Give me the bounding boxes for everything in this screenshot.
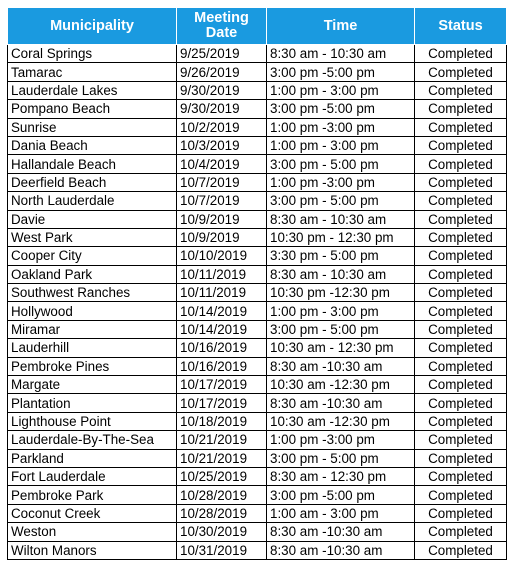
table-row: [8, 376, 507, 394]
time-cell: 8:30 am -10:30 am: [267, 357, 415, 375]
table-row: [8, 394, 507, 412]
municipality-cell: Sunrise: [8, 118, 177, 136]
table-row: [8, 173, 507, 191]
time-cell: 8:30 am - 12:30 pm: [267, 467, 415, 485]
status-cell: Completed: [415, 302, 507, 320]
time-cell: 1:00 am - 3:00 pm: [267, 504, 415, 522]
time-cell: 10:30 pm - 12:30 pm: [267, 228, 415, 246]
table-row: [8, 449, 507, 467]
meeting-date-cell: 9/30/2019: [177, 81, 267, 99]
meeting-date-cell: 10/25/2019: [177, 467, 267, 485]
status-cell: Completed: [415, 173, 507, 191]
table-row: [8, 155, 507, 173]
meeting-date-cell: 10/18/2019: [177, 412, 267, 430]
status-cell: Completed: [415, 118, 507, 136]
time-cell: 3:00 pm - 5:00 pm: [267, 192, 415, 210]
time-cell: 3:00 pm -5:00 pm: [267, 63, 415, 81]
header-municipality: Municipality: [8, 8, 177, 45]
meeting-date-cell: 10/28/2019: [177, 504, 267, 522]
municipality-cell: Pembroke Pines: [8, 357, 177, 375]
table-row: [8, 136, 507, 154]
municipality-cell: Plantation: [8, 394, 177, 412]
municipality-cell: Davie: [8, 210, 177, 228]
meeting-date-cell: 10/21/2019: [177, 449, 267, 467]
municipality-cell: Pompano Beach: [8, 100, 177, 118]
meeting-date-cell: 10/16/2019: [177, 357, 267, 375]
time-cell: 10:30 am - 12:30 pm: [267, 339, 415, 357]
time-cell: 8:30 am -10:30 am: [267, 541, 415, 559]
time-cell: 10:30 am -12:30 pm: [267, 412, 415, 430]
meeting-date-cell: 9/30/2019: [177, 100, 267, 118]
status-cell: Completed: [415, 431, 507, 449]
time-cell: 1:00 pm - 3:00 pm: [267, 81, 415, 99]
meeting-date-cell: 10/31/2019: [177, 541, 267, 559]
status-cell: Completed: [415, 228, 507, 246]
time-cell: 3:00 pm - 5:00 pm: [267, 155, 415, 173]
meeting-date-cell: 10/11/2019: [177, 265, 267, 283]
status-cell: Completed: [415, 100, 507, 118]
table-row: [8, 541, 507, 559]
municipality-cell: Dania Beach: [8, 136, 177, 154]
time-cell: 1:00 pm - 3:00 pm: [267, 136, 415, 154]
status-cell: Completed: [415, 45, 507, 63]
status-cell: Completed: [415, 210, 507, 228]
time-cell: 1:00 pm - 3:00 pm: [267, 302, 415, 320]
table-row: [8, 45, 507, 63]
table-row: [8, 284, 507, 302]
header-meeting-date-line1: Meeting: [194, 10, 249, 26]
header-status: Status: [415, 8, 507, 45]
municipality-cell: Parkland: [8, 449, 177, 467]
municipality-cell: Lauderdale Lakes: [8, 81, 177, 99]
status-cell: Completed: [415, 320, 507, 338]
meeting-date-cell: 10/17/2019: [177, 376, 267, 394]
table-row: [8, 210, 507, 228]
status-cell: Completed: [415, 265, 507, 283]
table-row: [8, 523, 507, 541]
meeting-date-cell: 10/9/2019: [177, 210, 267, 228]
table-row: [8, 118, 507, 136]
time-cell: 10:30 pm -12:30 pm: [267, 284, 415, 302]
municipality-cell: Coral Springs: [8, 45, 177, 63]
table-body: [8, 45, 507, 560]
time-cell: 3:00 pm -5:00 pm: [267, 486, 415, 504]
municipality-cell: Hallandale Beach: [8, 155, 177, 173]
time-cell: 8:30 am - 10:30 am: [267, 210, 415, 228]
municipality-cell: Fort Lauderdale: [8, 467, 177, 485]
meeting-date-cell: 10/14/2019: [177, 320, 267, 338]
time-cell: 8:30 am - 10:30 am: [267, 45, 415, 63]
status-cell: Completed: [415, 412, 507, 430]
header-meeting-date: [177, 8, 267, 45]
meeting-date-cell: 10/7/2019: [177, 173, 267, 191]
meeting-date-cell: 10/11/2019: [177, 284, 267, 302]
municipality-cell: Southwest Ranches: [8, 284, 177, 302]
meeting-date-cell: 10/9/2019: [177, 228, 267, 246]
meeting-date-cell: 10/17/2019: [177, 394, 267, 412]
meeting-date-cell: 10/16/2019: [177, 339, 267, 357]
status-cell: Completed: [415, 284, 507, 302]
table-row: [8, 247, 507, 265]
meeting-date-cell: 10/28/2019: [177, 486, 267, 504]
table-row: [8, 486, 507, 504]
meeting-date-cell: 10/30/2019: [177, 523, 267, 541]
time-cell: 8:30 am -10:30 am: [267, 523, 415, 541]
municipality-cell: Pembroke Park: [8, 486, 177, 504]
header-meeting-date-line2: Date: [205, 25, 238, 41]
status-cell: Completed: [415, 504, 507, 522]
table-row: [8, 357, 507, 375]
status-cell: Completed: [415, 155, 507, 173]
municipality-cell: Coconut Creek: [8, 504, 177, 522]
table-row: [8, 339, 507, 357]
status-cell: Completed: [415, 136, 507, 154]
time-cell: 3:00 pm - 5:00 pm: [267, 320, 415, 338]
municipality-cell: North Lauderdale: [8, 192, 177, 210]
meeting-date-cell: 10/21/2019: [177, 431, 267, 449]
time-cell: 3:30 pm - 5:00 pm: [267, 247, 415, 265]
municipality-cell: Wilton Manors: [8, 541, 177, 559]
table-row: [8, 412, 507, 430]
status-cell: Completed: [415, 376, 507, 394]
municipality-cell: Lauderdale-By-The-Sea: [8, 431, 177, 449]
table-row: [8, 504, 507, 522]
status-cell: Completed: [415, 357, 507, 375]
meeting-date-cell: 9/25/2019: [177, 45, 267, 63]
municipality-cell: Hollywood: [8, 302, 177, 320]
table-row: [8, 302, 507, 320]
meeting-date-cell: 10/3/2019: [177, 136, 267, 154]
time-cell: 8:30 am -10:30 am: [267, 394, 415, 412]
table-row: [8, 320, 507, 338]
table-row: [8, 228, 507, 246]
header-time: Time: [267, 8, 415, 45]
time-cell: 1:00 pm -3:00 pm: [267, 431, 415, 449]
meeting-date-cell: 10/7/2019: [177, 192, 267, 210]
status-cell: Completed: [415, 81, 507, 99]
meeting-date-cell: 10/2/2019: [177, 118, 267, 136]
municipality-cell: Weston: [8, 523, 177, 541]
municipality-cell: Tamarac: [8, 63, 177, 81]
status-cell: Completed: [415, 486, 507, 504]
status-cell: Completed: [415, 339, 507, 357]
time-cell: 1:00 pm -3:00 pm: [267, 118, 415, 136]
status-cell: Completed: [415, 541, 507, 559]
table-row: [8, 192, 507, 210]
meeting-date-cell: 10/14/2019: [177, 302, 267, 320]
table-row: [8, 431, 507, 449]
meeting-schedule-table: [7, 7, 507, 560]
time-cell: 8:30 am - 10:30 am: [267, 265, 415, 283]
meeting-date-cell: 10/10/2019: [177, 247, 267, 265]
status-cell: Completed: [415, 467, 507, 485]
municipality-cell: Cooper City: [8, 247, 177, 265]
time-cell: 3:00 pm -5:00 pm: [267, 100, 415, 118]
table-row: [8, 265, 507, 283]
status-cell: Completed: [415, 63, 507, 81]
table-row: [8, 100, 507, 118]
status-cell: Completed: [415, 449, 507, 467]
meeting-date-cell: 9/26/2019: [177, 63, 267, 81]
time-cell: 3:00 pm - 5:00 pm: [267, 449, 415, 467]
municipality-cell: Lauderhill: [8, 339, 177, 357]
status-cell: Completed: [415, 523, 507, 541]
table-row: [8, 63, 507, 81]
municipality-cell: Oakland Park: [8, 265, 177, 283]
status-cell: Completed: [415, 247, 507, 265]
table-header-row: [8, 8, 507, 45]
meeting-date-cell: 10/4/2019: [177, 155, 267, 173]
municipality-cell: Margate: [8, 376, 177, 394]
time-cell: 10:30 am -12:30 pm: [267, 376, 415, 394]
table-row: [8, 467, 507, 485]
status-cell: Completed: [415, 394, 507, 412]
table-row: [8, 81, 507, 99]
status-cell: Completed: [415, 192, 507, 210]
municipality-cell: Deerfield Beach: [8, 173, 177, 191]
municipality-cell: West Park: [8, 228, 177, 246]
time-cell: 1:00 pm -3:00 pm: [267, 173, 415, 191]
municipality-cell: Lighthouse Point: [8, 412, 177, 430]
municipality-cell: Miramar: [8, 320, 177, 338]
